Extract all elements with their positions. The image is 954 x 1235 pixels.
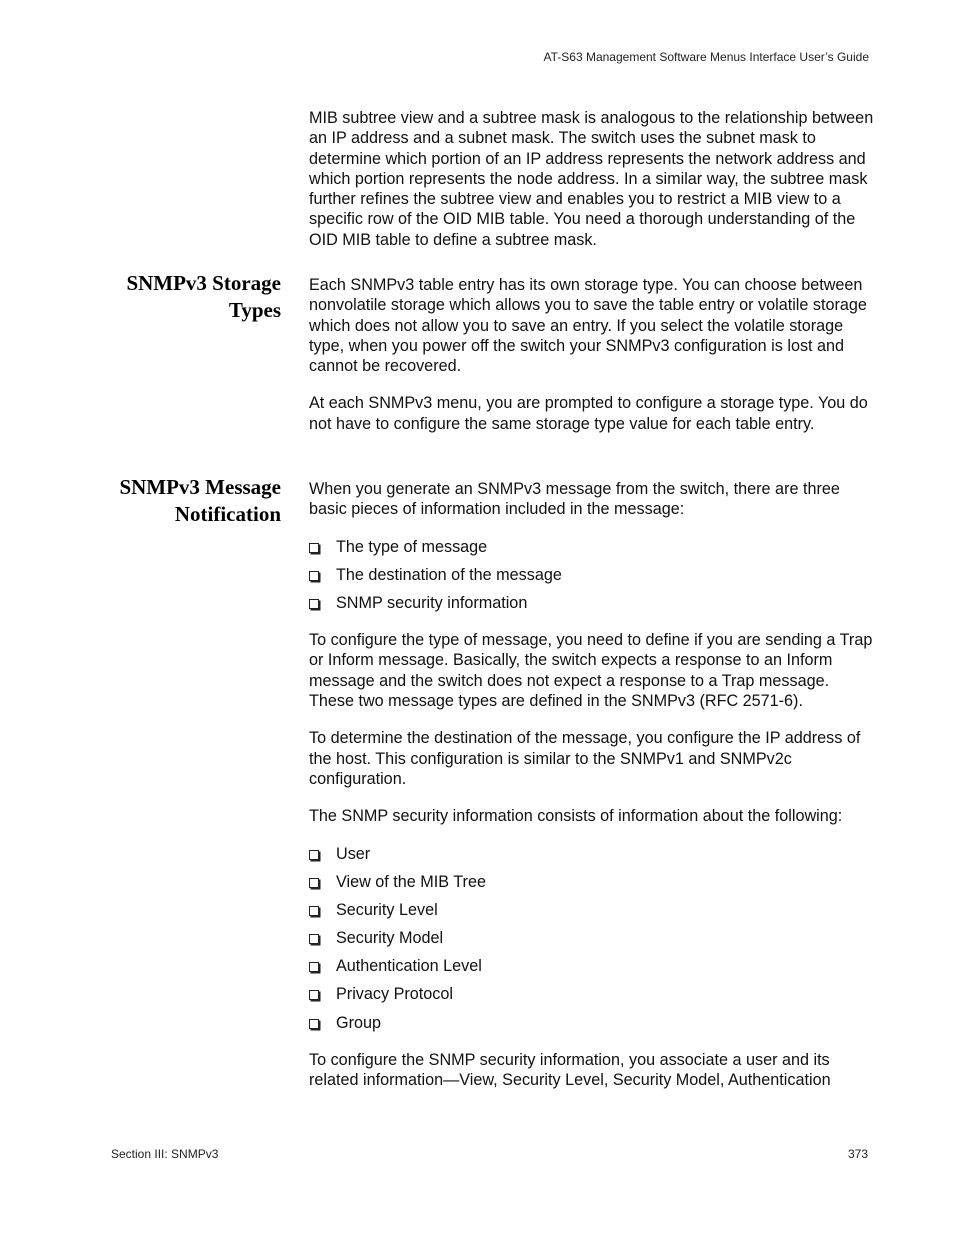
message-heading-line1: SNMPv3 Message (119, 475, 281, 499)
checkbox-bullet-icon (309, 1019, 319, 1029)
list-item: Authentication Level (309, 956, 874, 984)
message-paragraph-1: When you generate an SNMPv3 message from the switch, there are three basic pieces of information included in the message: (309, 480, 840, 519)
list-item: SNMP security information (309, 593, 874, 621)
message-paragraph-4: The SNMP security information consists of information about the following: (309, 807, 843, 826)
message-paragraph-3: To determine the destination of the message, you configure the IP address of the host. This configuration is similar to the SNMPv1 and SNMPv2c configuration. (309, 729, 861, 788)
checkbox-bullet-icon (309, 850, 319, 860)
list-item: Group (309, 1013, 874, 1041)
checkbox-bullet-icon (309, 599, 319, 609)
storage-heading (100, 270, 281, 324)
checkbox-bullet-icon (309, 571, 319, 581)
list-item: Security Level (309, 900, 874, 928)
checkbox-bullet-icon (309, 990, 319, 1000)
running-head: AT-S63 Management Software Menus Interface User’s Guide (543, 50, 869, 64)
page-number: 373 (847, 1147, 868, 1161)
storage-body (309, 275, 874, 434)
checkbox-bullet-icon (309, 906, 319, 916)
security-info-list (309, 844, 874, 1041)
list-item: View of the MIB Tree (309, 872, 874, 900)
storage-paragraph-2: At each SNMPv3 menu, you are prompted to configure a storage type. You do not have to configure the same storage type value for each table entry. (309, 394, 868, 433)
list-item: User (309, 844, 874, 872)
message-heading-line2: Notification (174, 502, 281, 526)
list-item: Security Model (309, 928, 874, 956)
footer-section: Section III: SNMPv3 (111, 1147, 219, 1161)
storage-paragraph-1: Each SNMPv3 table entry has its own storage type. You can choose between nonvolatile storage which allows you to save the table entry or volatile storage which does not allow you to save an entry. If you select the volatile storage type, when you power off the switch your SNMPv3 configuration is lost and cannot be recovered. (309, 276, 867, 376)
message-body (309, 479, 874, 1090)
checkbox-bullet-icon (309, 934, 319, 944)
storage-heading-line1: SNMPv3 Storage (126, 271, 281, 295)
checkbox-bullet-icon (309, 878, 319, 888)
list-item: Privacy Protocol (309, 984, 874, 1012)
intro-block (309, 108, 874, 250)
checkbox-bullet-icon (309, 543, 319, 553)
intro-paragraph: MIB subtree view and a subtree mask is analogous to the relationship between an IP address and a subnet mask. The switch uses the subnet mask to determine which portion of an IP address represents the network address and which portion represents the node address. In a similar way, the subtree mask further refines the subtree view and enables you to restrict a MIB view to a specific row of the OID MIB table. You need a thorough understanding of the OID MIB table to define a subtree mask. (309, 109, 874, 249)
message-paragraph-2: To configure the type of message, you need to define if you are sending a Trap or Inform message. Basically, the switch expects a response to an Inform message and the switch does not expect a response to a Trap message. These two message types are defined in the SNMPv3 (RFC 2571-6). (309, 631, 873, 711)
storage-heading-line2: Types (228, 298, 281, 322)
checkbox-bullet-icon (309, 962, 319, 972)
message-paragraph-5: To configure the SNMP security information, you associate a user and its related information—View, Security Level, Security Model, Authentication (309, 1050, 831, 1090)
list-item: The destination of the message (309, 565, 874, 593)
message-heading (100, 474, 281, 528)
message-parts-list (309, 537, 874, 622)
list-item: The type of message (309, 537, 874, 565)
